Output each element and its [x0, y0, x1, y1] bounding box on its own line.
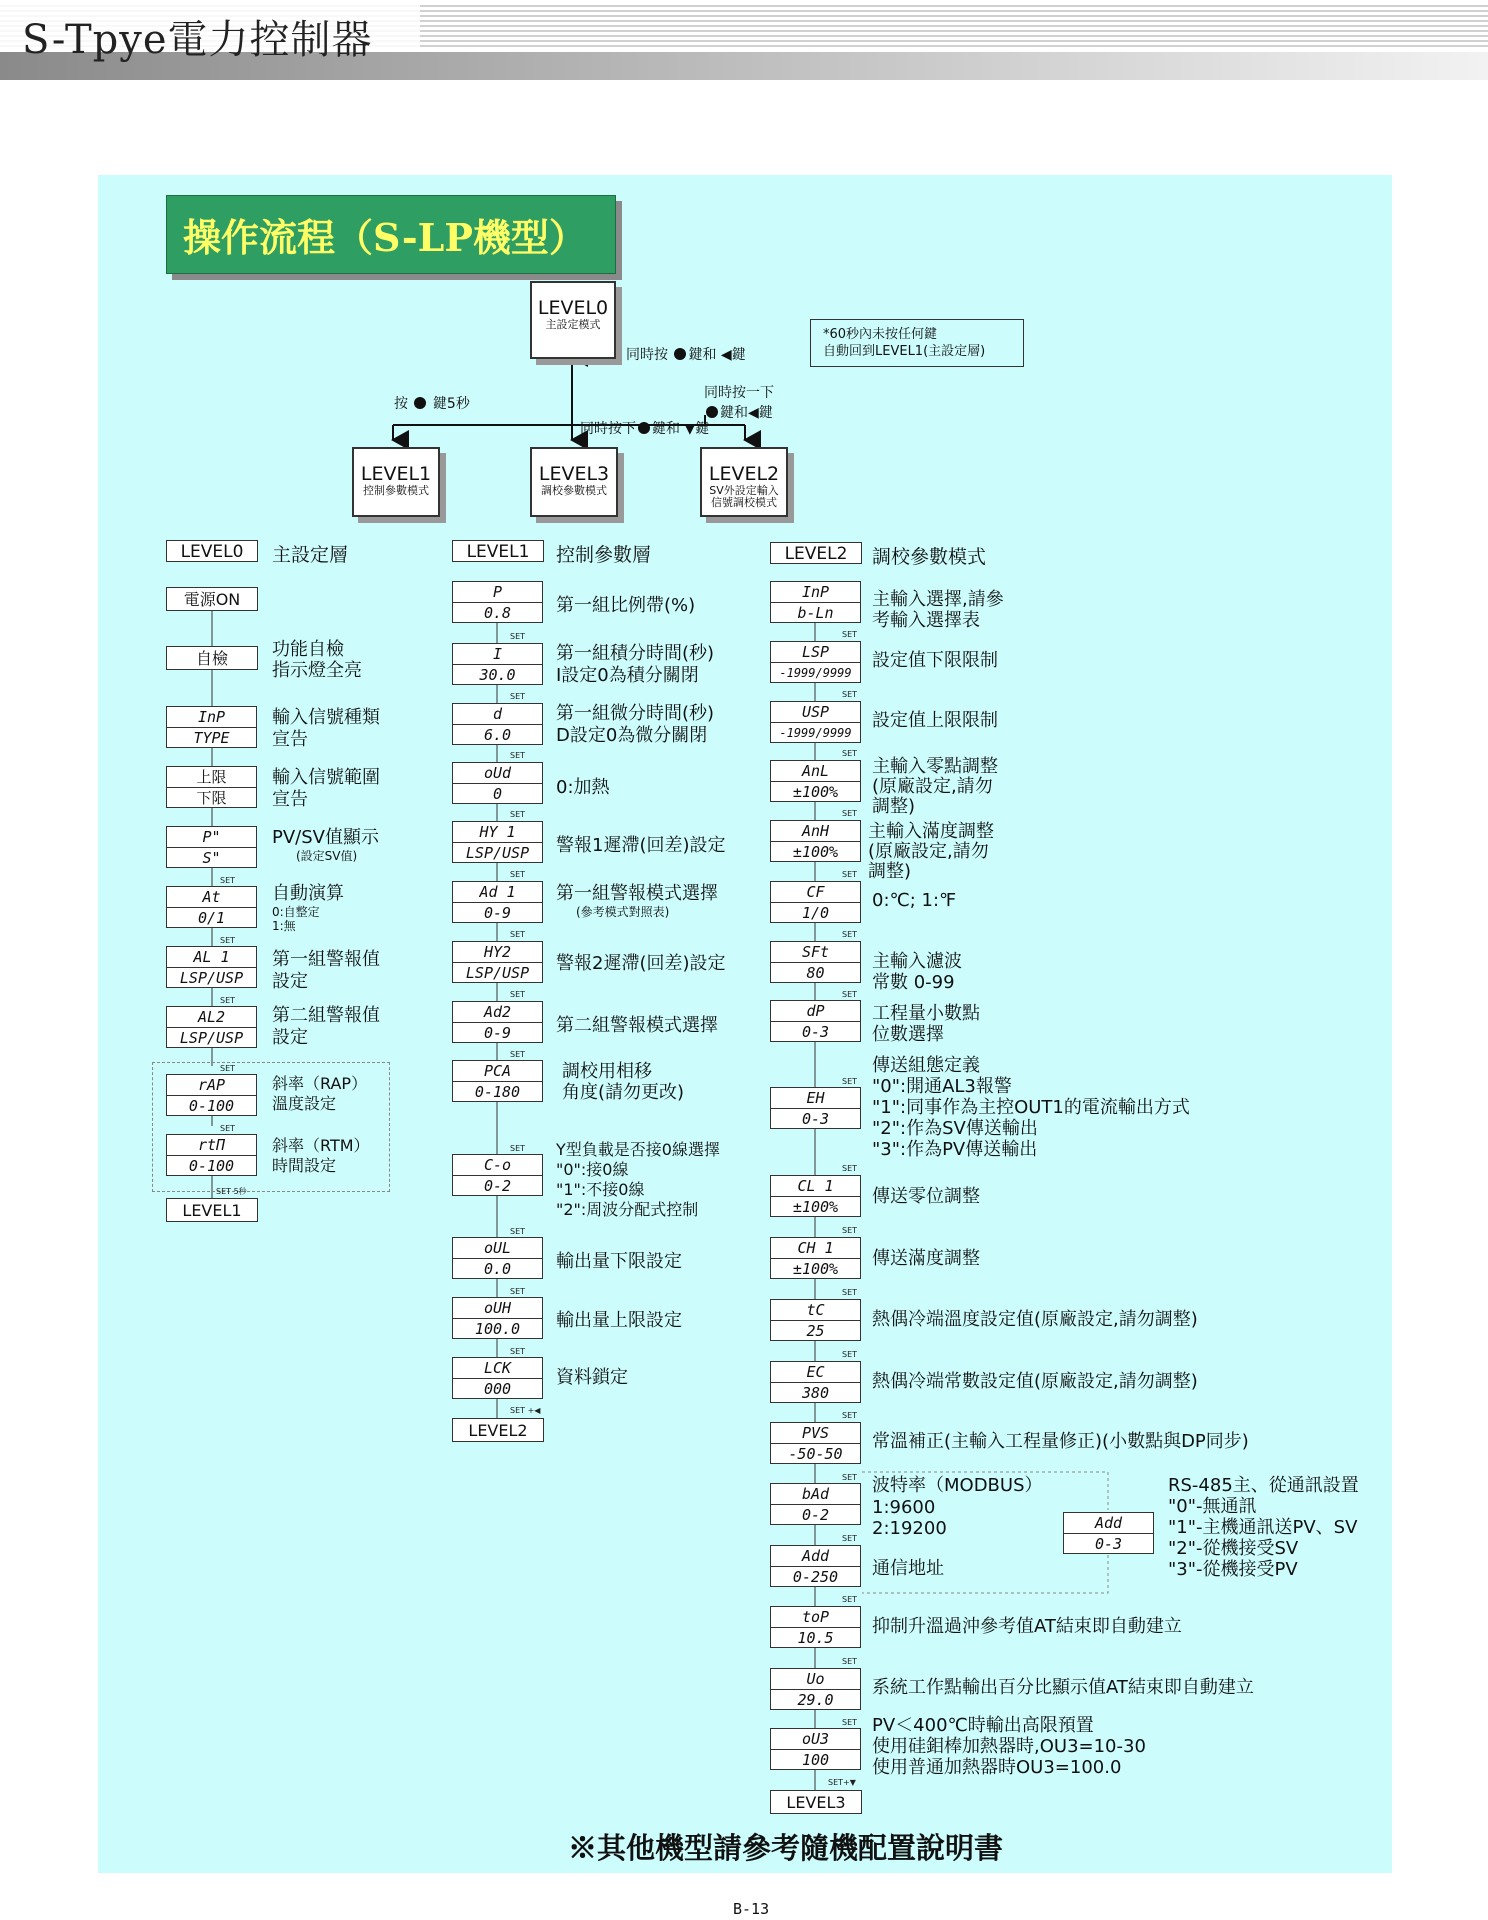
- usp-code: USP: [771, 702, 860, 723]
- set-key-icon: [674, 348, 686, 360]
- bad-code: bAd: [771, 1484, 860, 1505]
- at-desc-3: 1:無: [272, 919, 296, 933]
- ad2-display: [452, 1001, 543, 1043]
- ch1-value: ±100%: [792, 1260, 839, 1278]
- anl-value: ±100%: [792, 783, 839, 801]
- set-label: SET: [842, 1350, 858, 1359]
- i-desc-1: 第一組積分時間(秒): [556, 643, 715, 664]
- inp-desc-1: 輸入信號種類: [272, 707, 380, 728]
- cf-desc-1: 0:℃; 1:℉: [872, 890, 957, 911]
- hy1-desc-1: 警報1遲滯(回差)設定: [556, 835, 726, 856]
- ad2-desc-1: 第二組警報模式選擇: [556, 1015, 718, 1036]
- selftest-box: 自檢: [166, 646, 258, 670]
- anh-value: ±100%: [792, 843, 839, 861]
- set-label: SET: [510, 810, 526, 819]
- lsp-code: LSP: [771, 642, 860, 663]
- rap-desc-1: 斜率（RAP）: [272, 1074, 368, 1093]
- page-number: B-13: [733, 1900, 770, 1918]
- set-label: SET: [510, 1347, 526, 1356]
- anh-code: AnH: [771, 821, 860, 842]
- anl-desc-2: (原廠設定,請勿: [872, 776, 993, 797]
- set-label: SET: [510, 632, 526, 641]
- at-desc-2: 0:自整定: [272, 905, 320, 919]
- dp-desc-1: 工程量小數點: [872, 1003, 980, 1024]
- col3-end-level3[interactable]: LEVEL3: [770, 1790, 862, 1814]
- ad1-value: 0-9: [483, 904, 512, 922]
- dp-code: dP: [771, 1001, 860, 1022]
- down-key-icon: ▼: [684, 421, 696, 437]
- al1-desc-1: 第一組警報值: [272, 949, 380, 970]
- i-display: [452, 643, 543, 685]
- set-label: SET: [510, 870, 526, 879]
- anh-desc-1: 主輸入滿度調整: [868, 821, 994, 842]
- hy2-desc-1: 警報2遲滯(回差)設定: [556, 953, 726, 974]
- tc-display: [770, 1299, 861, 1341]
- uo-code: Uo: [771, 1669, 860, 1690]
- eh-code: EH: [771, 1088, 860, 1109]
- co-desc-4: "2":周波分配式控制: [556, 1200, 699, 1219]
- to-level2-post: 鍵: [758, 405, 773, 421]
- to-level3-post: 鍵: [695, 421, 710, 437]
- level1-box[interactable]: [352, 447, 440, 517]
- range-upper: 上限: [167, 767, 256, 788]
- note-line-1: *60秒內未按任何鍵: [823, 327, 938, 342]
- co-code: C-o: [453, 1155, 542, 1176]
- set-label: SET: [510, 692, 526, 701]
- to-level2-line1: 同時按一下: [704, 385, 774, 401]
- hy1-value: LSP/USP: [465, 844, 530, 862]
- bad-desc-3: 2:19200: [872, 1518, 947, 1539]
- set-5s-label: SET 5秒: [216, 1187, 247, 1196]
- anl-desc-3: 調整): [872, 796, 916, 817]
- c3-inp-desc-1: 主輸入選擇,請參: [872, 589, 1004, 610]
- ou3-value: 100: [801, 1751, 830, 1769]
- set-label: SET: [842, 690, 858, 699]
- cl1-desc-1: 傳送零位調整: [872, 1186, 980, 1207]
- hy2-value: LSP/USP: [465, 964, 530, 982]
- uo-desc-1: 系統工作點輸出百分比顯示值AT結束即自動建立: [872, 1677, 1254, 1698]
- add-desc-1: 通信地址: [872, 1558, 944, 1579]
- co-desc-3: "1":不接0線: [556, 1180, 645, 1199]
- uo-value: 29.0: [797, 1691, 834, 1709]
- to-level1-post: 鍵5秒: [432, 396, 470, 412]
- set-down-label: SET+▼: [828, 1778, 856, 1787]
- pvs-code: PVS: [771, 1423, 860, 1444]
- pca-code: PCA: [453, 1061, 542, 1082]
- co-desc-1: Y型負載是否接0線選擇: [556, 1140, 720, 1159]
- p-value: 0.8: [483, 604, 512, 622]
- dp-desc-2: 位數選擇: [872, 1024, 944, 1045]
- pvs-desc-1: 常溫補正(主輸入工程量修正)(小數點與DP同步): [872, 1431, 1249, 1452]
- set-label: SET: [842, 990, 858, 999]
- rap-code: rAP: [167, 1075, 256, 1096]
- rap-value: 0-100: [188, 1097, 235, 1115]
- ch1-display: [770, 1237, 861, 1279]
- co-display: [452, 1154, 543, 1196]
- al2-display: [166, 1006, 257, 1048]
- lsp-display: [770, 641, 861, 683]
- anh-desc-3: 調整): [868, 861, 912, 882]
- ouh-code: oUH: [453, 1298, 542, 1319]
- set-plus-left-label: SET +◀: [510, 1406, 541, 1415]
- d-value: 6.0: [483, 726, 512, 744]
- range-lower: 下限: [196, 789, 227, 807]
- set-label: SET: [842, 1288, 858, 1297]
- lck-desc-1: 資料鎖定: [556, 1367, 628, 1388]
- note-line-2: 自動回到LEVEL1(主設定層): [823, 344, 986, 359]
- hy2-code: HY2: [453, 942, 542, 963]
- header-title: S-Tpye電力控制器: [22, 17, 373, 63]
- set-label: SET: [842, 1164, 858, 1173]
- co-value: 0-2: [483, 1177, 512, 1195]
- level1-subtitle: 控制參數模式: [363, 484, 429, 497]
- dp-display: [770, 1000, 861, 1042]
- oud-value: 0: [492, 785, 503, 803]
- add-side-desc-3: "1"-主機通訊送PV、SV: [1168, 1517, 1358, 1538]
- set-label: SET: [842, 809, 858, 818]
- oul-value: 0.0: [483, 1260, 512, 1278]
- ou3-code: oU3: [771, 1729, 860, 1750]
- al2-code: AL2: [167, 1007, 256, 1028]
- set-label: SET: [220, 996, 236, 1005]
- col2-end-level2[interactable]: LEVEL2: [452, 1418, 544, 1442]
- inp-display: [166, 706, 257, 748]
- tc-code: tC: [771, 1300, 860, 1321]
- top-code: toP: [771, 1607, 860, 1628]
- bad-desc-2: 1:9600: [872, 1497, 936, 1518]
- set-label: SET: [220, 1064, 236, 1073]
- bad-value: 0-2: [801, 1506, 830, 1524]
- to-level0-label: [626, 344, 746, 364]
- to-level2-mid: 鍵和: [720, 405, 748, 421]
- to-level1-label: [394, 393, 470, 413]
- tc-value: 25: [806, 1322, 825, 1340]
- cf-display: [770, 881, 861, 923]
- add-side-desc-1: RS-485主、從通訊設置: [1168, 1475, 1359, 1496]
- sft-desc-2: 常數 0-99: [872, 972, 955, 993]
- set-label: SET: [842, 1226, 858, 1235]
- oud-code: oUd: [453, 763, 542, 784]
- set-label: SET: [842, 1657, 858, 1666]
- set-key-icon: [414, 397, 426, 409]
- rtm-desc-1: 斜率（RTM）: [272, 1136, 370, 1155]
- oul-desc-1: 輸出量下限設定: [556, 1251, 682, 1272]
- banner-title: 操作流程（S-LP機型）: [183, 215, 587, 260]
- bad-desc-1: 波特率（MODBUS）: [872, 1475, 1043, 1496]
- ad2-code: Ad2: [453, 1002, 542, 1023]
- col1-end-level1[interactable]: LEVEL1: [166, 1198, 258, 1222]
- selftest-desc-1: 功能自檢: [272, 639, 344, 660]
- anl-code: AnL: [771, 761, 860, 782]
- timeout-note: [810, 319, 1024, 367]
- set-label: SET: [842, 1473, 858, 1482]
- ouh-display: [452, 1297, 543, 1339]
- i-desc-2: I設定0為積分關閉: [556, 665, 699, 686]
- inp-value: TYPE: [193, 729, 230, 747]
- cf-code: CF: [771, 882, 860, 903]
- set-label: SET: [842, 870, 858, 879]
- add-side-code: Add: [1064, 1513, 1153, 1534]
- set-label: SET: [510, 990, 526, 999]
- add-display: [770, 1545, 861, 1587]
- set-label: SET: [510, 1227, 526, 1236]
- to-level0-mid: 鍵和: [688, 347, 717, 363]
- pca-desc-2: 角度(請勿更改): [562, 1082, 685, 1103]
- level2-subtitle-2: 信號調校模式: [711, 496, 777, 509]
- al2-desc-2: 設定: [272, 1027, 308, 1048]
- level2-subtitle-1: SV外設定輸入: [709, 484, 779, 497]
- cl1-value: ±100%: [792, 1198, 839, 1216]
- hy1-code: HY 1: [453, 822, 542, 843]
- footer-note: ※其他機型請參考隨機配置說明書: [568, 1831, 1004, 1865]
- ou3-display: [770, 1728, 861, 1770]
- to-level0-post: 鍵: [731, 347, 746, 363]
- al2-desc-1: 第二組警報值: [272, 1005, 380, 1026]
- al2-value: LSP/USP: [179, 1029, 244, 1047]
- lsp-desc-1: 設定值下限限制: [872, 650, 998, 671]
- sft-code: SFt: [771, 942, 860, 963]
- eh-display: [770, 1087, 861, 1129]
- add-side-desc-2: "0"-無通訊: [1168, 1496, 1257, 1517]
- level2-box[interactable]: [700, 447, 788, 517]
- range-display: [166, 766, 257, 808]
- top-display: [770, 1606, 861, 1648]
- pca-desc-1: 調校用相移: [562, 1061, 652, 1082]
- set-label: SET: [510, 751, 526, 760]
- pca-value: 0-180: [474, 1083, 521, 1101]
- set-label: SET: [220, 1124, 236, 1133]
- ad1-code: Ad 1: [453, 882, 542, 903]
- add-side-display: [1063, 1512, 1154, 1554]
- eh-desc-4: "2":作為SV傳送輸出: [872, 1118, 1038, 1139]
- lsp-value: -1999/9999: [779, 666, 852, 680]
- pv-code: P": [167, 827, 256, 848]
- lck-value: 000: [483, 1380, 512, 1398]
- add-side-desc-5: "3"-從機接受PV: [1168, 1559, 1298, 1580]
- al1-display: [166, 946, 257, 988]
- eh-desc-5: "3":作為PV傳送輸出: [872, 1139, 1038, 1160]
- add-side-value: 0-3: [1094, 1535, 1123, 1553]
- ou3-desc-2: 使用硅鉬棒加熱器時,OU3=10-30: [872, 1736, 1146, 1757]
- set-label: SET: [220, 876, 236, 885]
- level2-title: LEVEL2: [708, 463, 780, 485]
- level0-box[interactable]: [530, 281, 616, 359]
- col2-title: 控制參數層: [556, 544, 652, 566]
- ou3-desc-3: 使用普通加熱器時OU3=100.0: [872, 1757, 1122, 1778]
- uo-display: [770, 1668, 861, 1710]
- bad-display: [770, 1483, 861, 1525]
- set-label: SET: [842, 1411, 858, 1420]
- anh-desc-2: (原廠設定,請勿: [868, 841, 989, 862]
- to-level1-pre: 按: [394, 396, 408, 412]
- ec-desc-1: 熱偶冷端常數設定值(原廠設定,請勿調整): [872, 1371, 1198, 1392]
- to-level0-pre: 同時按: [626, 347, 668, 363]
- at-desc-1: 自動演算: [272, 883, 344, 904]
- eh-desc-1: 傳送組態定義: [872, 1055, 980, 1076]
- al1-value: LSP/USP: [179, 969, 244, 987]
- ouh-value: 100.0: [474, 1320, 521, 1338]
- col3-head: LEVEL2: [770, 542, 862, 564]
- pvsv-desc-1: PV/SV值顯示: [272, 827, 379, 848]
- col1-title: 主設定層: [272, 544, 349, 566]
- co-desc-2: "0":接0線: [556, 1160, 629, 1179]
- ad1-display: [452, 881, 543, 923]
- set-label: SET: [510, 1144, 526, 1153]
- range-desc-1: 輸入信號範圍: [272, 767, 380, 788]
- d-display: [452, 703, 543, 745]
- col2-head: LEVEL1: [452, 540, 544, 562]
- add-value: 0-250: [792, 1568, 839, 1586]
- to-level2-label: [704, 382, 774, 422]
- set-label: SET: [510, 1287, 526, 1296]
- anl-display: [770, 760, 861, 802]
- c3-inp-value: b-Ln: [797, 604, 834, 622]
- sv-code: S": [202, 849, 221, 867]
- level3-box[interactable]: [530, 447, 618, 517]
- top-desc-1: 抑制升溫過沖參考值AT結束即自動建立: [872, 1616, 1182, 1637]
- pca-display: [452, 1060, 543, 1102]
- pvs-display: [770, 1422, 861, 1464]
- eh-desc-2: "0":開通AL3報警: [872, 1076, 1012, 1097]
- at-value: 0/1: [197, 909, 226, 927]
- ch1-code: CH 1: [771, 1238, 860, 1259]
- c3-inp-display: [770, 581, 861, 623]
- ad1-desc-1: 第一組警報模式選擇: [556, 883, 718, 904]
- ec-value: 380: [801, 1384, 830, 1402]
- level0-title: LEVEL0: [537, 297, 609, 319]
- p-code: P: [453, 582, 542, 603]
- set-key-icon: [706, 406, 718, 418]
- left-key-icon: ◀: [748, 405, 759, 421]
- ouh-desc-1: 輸出量上限設定: [556, 1310, 682, 1331]
- i-value: 30.0: [479, 666, 516, 684]
- anl-desc-1: 主輸入零點調整: [872, 756, 998, 777]
- to-level3-mid: 鍵和: [652, 421, 680, 437]
- eh-desc-3: "1":同事作為主控OUT1的電流輸出方式: [872, 1097, 1190, 1118]
- c3-inp-code: InP: [771, 582, 860, 603]
- ec-display: [770, 1361, 861, 1403]
- rtm-value: 0-100: [188, 1157, 235, 1175]
- lck-display: [452, 1357, 543, 1399]
- set-label: SET: [842, 1534, 858, 1543]
- oud-display: [452, 762, 543, 804]
- p-desc-1: 第一組比例帶(%): [556, 595, 696, 616]
- pvsv-display: [166, 826, 257, 868]
- usp-desc-1: 設定值上限限制: [872, 710, 998, 731]
- col3-title: 調校參數模式: [872, 546, 987, 568]
- set-label: SET: [842, 1718, 858, 1727]
- oul-display: [452, 1237, 543, 1279]
- to-level3-label: [580, 418, 709, 438]
- at-display: [166, 886, 257, 928]
- ou3-desc-1: PV＜400℃時輸出高限預置: [872, 1715, 1094, 1736]
- sft-value: 80: [806, 964, 825, 982]
- lck-code: LCK: [453, 1358, 542, 1379]
- ad2-value: 0-9: [483, 1024, 512, 1042]
- top-value: 10.5: [797, 1629, 834, 1647]
- d-desc-2: D設定0為微分關閉: [556, 725, 708, 746]
- level3-title: LEVEL3: [538, 463, 610, 485]
- d-code: d: [453, 704, 542, 725]
- selftest-desc-2: 指示燈全亮: [272, 660, 362, 681]
- cf-value: 1/0: [801, 904, 830, 922]
- ec-code: EC: [771, 1362, 860, 1383]
- sft-desc-1: 主輸入濾波: [872, 951, 962, 972]
- pvsv-desc-2: (設定SV值): [296, 849, 358, 863]
- dp-value: 0-3: [801, 1023, 830, 1041]
- d-desc-1: 第一組微分時間(秒): [556, 703, 715, 724]
- hy1-display: [452, 821, 543, 863]
- set-label: SET: [842, 630, 858, 639]
- usp-display: [770, 701, 861, 743]
- ad1-desc-2: (參考模式對照表): [576, 905, 670, 919]
- set-label: SET: [842, 1595, 858, 1604]
- cl1-code: CL 1: [771, 1176, 860, 1197]
- add-side-desc-4: "2"-從機接受SV: [1168, 1538, 1299, 1559]
- left-key-icon: ◀: [720, 347, 732, 363]
- oul-code: oUL: [453, 1238, 542, 1259]
- rtm-display: [166, 1134, 257, 1176]
- rtm-desc-2: 時間設定: [272, 1156, 337, 1175]
- hy2-display: [452, 941, 543, 983]
- range-desc-2: 宣告: [272, 789, 308, 810]
- at-code: At: [167, 887, 256, 908]
- p-display: [452, 581, 543, 623]
- level3-subtitle: 調校參數模式: [541, 484, 607, 497]
- al1-code: AL 1: [167, 947, 256, 968]
- set-label: SET: [510, 930, 526, 939]
- inp-desc-2: 宣告: [272, 729, 308, 750]
- power-on-box: 電源ON: [166, 587, 258, 611]
- i-code: I: [453, 644, 542, 665]
- inp-code: InP: [167, 707, 256, 728]
- set-label: SET: [510, 1050, 526, 1059]
- anh-display: [770, 820, 861, 862]
- eh-value: 0-3: [801, 1110, 830, 1128]
- ch1-desc-1: 傳送滿度調整: [872, 1248, 980, 1269]
- set-key-icon: [638, 422, 650, 434]
- set-label: SET: [842, 1077, 858, 1086]
- tc-desc-1: 熱偶冷端溫度設定值(原廠設定,請勿調整): [872, 1309, 1198, 1330]
- c3-inp-desc-2: 考輸入選擇表: [872, 610, 980, 631]
- pvs-value: -50-50: [788, 1445, 843, 1463]
- set-label: SET: [842, 930, 858, 939]
- oud-desc-1: 0:加熱: [556, 777, 610, 798]
- set-label: SET: [842, 749, 858, 758]
- al1-desc-2: 設定: [272, 971, 308, 992]
- rap-display: [166, 1074, 257, 1116]
- rtm-code: rtΠ: [167, 1135, 256, 1156]
- to-level3-pre: 同時按下: [580, 421, 636, 437]
- add-code: Add: [771, 1546, 860, 1567]
- level0-subtitle: 主設定模式: [545, 318, 601, 331]
- col1-head: LEVEL0: [166, 540, 258, 562]
- usp-value: -1999/9999: [779, 726, 852, 740]
- sft-display: [770, 941, 861, 983]
- rap-desc-2: 溫度設定: [272, 1094, 337, 1113]
- set-label: SET: [220, 936, 236, 945]
- level1-title: LEVEL1: [360, 463, 432, 485]
- cl1-display: [770, 1175, 861, 1217]
